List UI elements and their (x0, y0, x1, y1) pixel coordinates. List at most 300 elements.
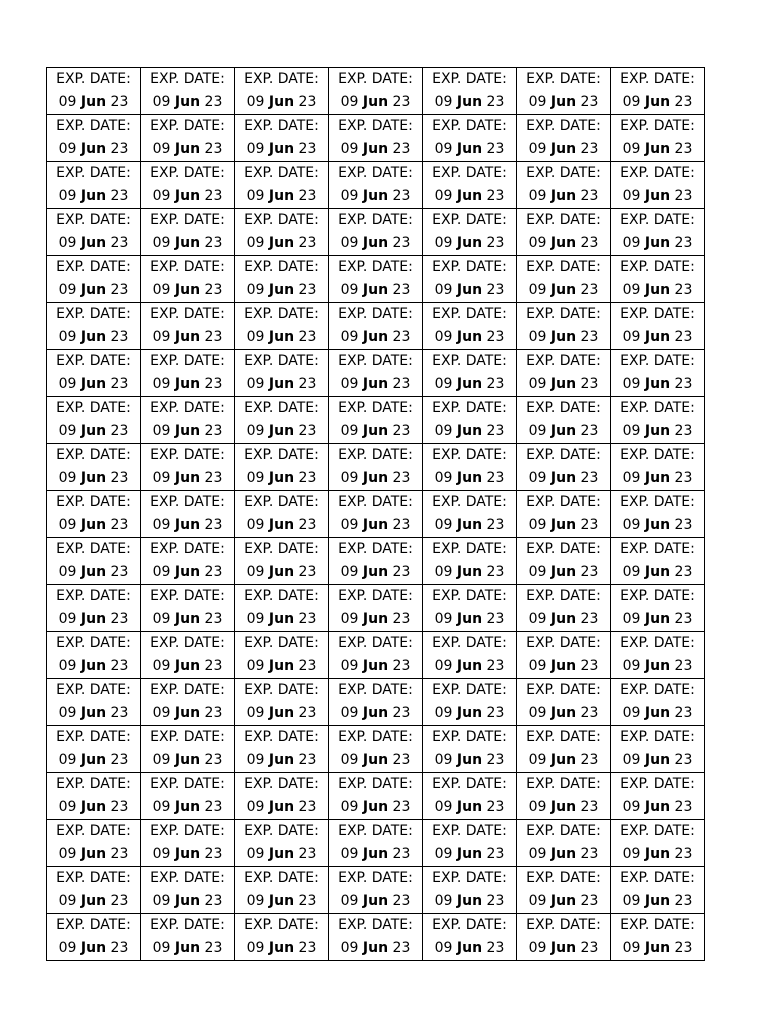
expiry-label (141, 726, 235, 773)
label-date-year: 23 (110, 282, 129, 298)
label-date-day: 09 (246, 94, 265, 110)
label-date-year: 23 (204, 188, 223, 204)
label-date-month: Jun (362, 846, 389, 862)
label-date-month: Jun (456, 376, 483, 392)
expiry-label (47, 491, 141, 538)
expiry-label (141, 632, 235, 679)
label-date (141, 796, 234, 819)
label-date-year: 23 (486, 141, 505, 157)
label-date-day: 09 (152, 846, 171, 862)
label-date-day: 09 (622, 235, 641, 251)
label-date-day: 09 (152, 188, 171, 204)
label-date (47, 749, 140, 772)
expiry-label (517, 303, 611, 350)
label-date (517, 232, 610, 255)
label-date-month: Jun (456, 611, 483, 627)
label-date (517, 514, 610, 537)
label-date (141, 138, 234, 161)
label-heading: EXP. DATE: (620, 212, 695, 228)
label-date (423, 749, 516, 772)
label-date-day: 09 (340, 470, 359, 486)
label-date-year: 23 (298, 799, 317, 815)
label-date (235, 279, 328, 302)
label-date (329, 514, 422, 537)
label-date-day: 09 (246, 282, 265, 298)
label-date (517, 561, 610, 584)
label-date-year: 23 (674, 141, 693, 157)
label-date-year: 23 (392, 940, 411, 956)
label-date-year: 23 (392, 94, 411, 110)
expiry-label (235, 867, 329, 914)
label-date-month: Jun (456, 940, 483, 956)
expiry-label (423, 585, 517, 632)
label-date (235, 702, 328, 725)
label-heading: EXP. DATE: (432, 400, 507, 416)
label-heading: EXP. DATE: (56, 917, 131, 933)
label-date (611, 937, 704, 960)
label-heading: EXP. DATE: (338, 541, 413, 557)
label-date-day: 09 (246, 564, 265, 580)
label-date (235, 608, 328, 631)
label-date-day: 09 (340, 188, 359, 204)
label-heading: EXP. DATE: (244, 212, 319, 228)
label-date (329, 185, 422, 208)
expiry-label (141, 867, 235, 914)
label-date-day: 09 (622, 940, 641, 956)
label-date (423, 937, 516, 960)
label-date-year: 23 (110, 94, 129, 110)
label-heading: EXP. DATE: (526, 494, 601, 510)
label-heading: EXP. DATE: (338, 776, 413, 792)
label-date-year: 23 (298, 141, 317, 157)
label-date-year: 23 (486, 376, 505, 392)
label-heading: EXP. DATE: (150, 870, 225, 886)
expiry-label (235, 820, 329, 867)
label-date (47, 373, 140, 396)
label-date-year: 23 (392, 235, 411, 251)
label-date-year: 23 (580, 188, 599, 204)
label-date-month: Jun (456, 893, 483, 909)
label-date (423, 514, 516, 537)
label-date-year: 23 (580, 799, 599, 815)
label-date-day: 09 (152, 799, 171, 815)
expiry-label (423, 773, 517, 820)
expiry-label (47, 585, 141, 632)
label-date-day: 09 (434, 611, 453, 627)
label-date (517, 326, 610, 349)
label-date-year: 23 (580, 141, 599, 157)
label-date-day: 09 (434, 235, 453, 251)
label-date-month: Jun (644, 940, 671, 956)
label-date-month: Jun (80, 94, 107, 110)
expiry-label (47, 397, 141, 444)
label-date (423, 279, 516, 302)
label-heading: EXP. DATE: (338, 118, 413, 134)
label-heading: EXP. DATE: (432, 776, 507, 792)
label-date-month: Jun (550, 893, 577, 909)
label-date-day: 09 (528, 188, 547, 204)
label-date-day: 09 (58, 517, 77, 533)
label-date-month: Jun (644, 799, 671, 815)
label-date-month: Jun (174, 752, 201, 768)
label-date (235, 514, 328, 537)
label-heading: EXP. DATE: (338, 917, 413, 933)
label-date-month: Jun (80, 658, 107, 674)
label-row (47, 491, 705, 538)
label-date (423, 373, 516, 396)
label-date-month: Jun (550, 705, 577, 721)
label-date (235, 467, 328, 490)
label-row (47, 397, 705, 444)
label-date (235, 796, 328, 819)
expiry-label (611, 303, 705, 350)
expiry-label (235, 303, 329, 350)
label-date (235, 749, 328, 772)
label-heading: EXP. DATE: (244, 729, 319, 745)
label-date-year: 23 (674, 705, 693, 721)
label-date-month: Jun (550, 376, 577, 392)
label-date (423, 796, 516, 819)
label-heading: EXP. DATE: (338, 259, 413, 275)
label-date (517, 890, 610, 913)
label-row (47, 867, 705, 914)
expiry-label (141, 914, 235, 961)
label-date (141, 749, 234, 772)
label-date (329, 937, 422, 960)
label-date-day: 09 (152, 893, 171, 909)
expiry-label (611, 914, 705, 961)
label-date (611, 890, 704, 913)
label-date-month: Jun (644, 611, 671, 627)
expiry-label (235, 350, 329, 397)
label-date (47, 937, 140, 960)
label-heading: EXP. DATE: (56, 306, 131, 322)
label-heading: EXP. DATE: (338, 400, 413, 416)
label-date-day: 09 (58, 470, 77, 486)
label-date-day: 09 (340, 282, 359, 298)
label-date (47, 420, 140, 443)
label-heading: EXP. DATE: (620, 541, 695, 557)
label-date-month: Jun (268, 752, 295, 768)
label-date (517, 185, 610, 208)
expiry-label (329, 773, 423, 820)
label-date-month: Jun (362, 282, 389, 298)
label-date-month: Jun (174, 658, 201, 674)
expiry-label (47, 68, 141, 115)
label-date-day: 09 (434, 188, 453, 204)
expiry-label (47, 679, 141, 726)
label-date-month: Jun (268, 517, 295, 533)
label-date-month: Jun (456, 517, 483, 533)
label-date-month: Jun (550, 470, 577, 486)
label-row (47, 914, 705, 961)
label-date-year: 23 (392, 282, 411, 298)
label-date-month: Jun (362, 658, 389, 674)
label-date-month: Jun (268, 423, 295, 439)
label-date-year: 23 (674, 517, 693, 533)
label-grid-body (47, 68, 705, 961)
label-date-year: 23 (110, 752, 129, 768)
label-heading: EXP. DATE: (56, 588, 131, 604)
label-date-day: 09 (246, 376, 265, 392)
label-date (423, 702, 516, 725)
label-date-month: Jun (268, 329, 295, 345)
label-date (329, 326, 422, 349)
label-date-year: 23 (204, 141, 223, 157)
label-date (517, 843, 610, 866)
expiry-label (423, 256, 517, 303)
label-date-year: 23 (110, 376, 129, 392)
label-date-year: 23 (486, 188, 505, 204)
expiry-label (47, 256, 141, 303)
label-date-month: Jun (362, 799, 389, 815)
label-date (47, 561, 140, 584)
label-date-month: Jun (362, 141, 389, 157)
label-date-day: 09 (434, 470, 453, 486)
label-date-day: 09 (340, 611, 359, 627)
label-date-day: 09 (58, 423, 77, 439)
label-date-day: 09 (528, 423, 547, 439)
label-date-month: Jun (456, 658, 483, 674)
label-date-day: 09 (622, 423, 641, 439)
label-heading: EXP. DATE: (338, 494, 413, 510)
label-heading: EXP. DATE: (56, 729, 131, 745)
expiry-label (611, 820, 705, 867)
label-date (329, 749, 422, 772)
label-heading: EXP. DATE: (432, 917, 507, 933)
label-date-day: 09 (434, 705, 453, 721)
label-date (611, 702, 704, 725)
label-date-day: 09 (246, 611, 265, 627)
label-date-day: 09 (434, 846, 453, 862)
label-date-day: 09 (622, 705, 641, 721)
label-date (611, 843, 704, 866)
label-date-month: Jun (644, 752, 671, 768)
label-heading: EXP. DATE: (56, 447, 131, 463)
label-heading: EXP. DATE: (432, 541, 507, 557)
expiry-label (141, 115, 235, 162)
label-date-year: 23 (298, 94, 317, 110)
label-date-year: 23 (110, 188, 129, 204)
label-date-month: Jun (644, 470, 671, 486)
label-heading: EXP. DATE: (338, 729, 413, 745)
expiry-label (47, 350, 141, 397)
label-heading: EXP. DATE: (150, 400, 225, 416)
label-heading: EXP. DATE: (244, 682, 319, 698)
label-date-year: 23 (392, 188, 411, 204)
label-date-year: 23 (392, 752, 411, 768)
label-date (329, 702, 422, 725)
label-date-year: 23 (110, 940, 129, 956)
expiry-label (611, 867, 705, 914)
label-heading: EXP. DATE: (150, 118, 225, 134)
label-date-day: 09 (58, 752, 77, 768)
expiry-label (235, 397, 329, 444)
label-heading: EXP. DATE: (56, 682, 131, 698)
label-date-day: 09 (246, 940, 265, 956)
label-row (47, 256, 705, 303)
expiry-label (235, 162, 329, 209)
label-date (47, 232, 140, 255)
label-date (329, 843, 422, 866)
label-date-month: Jun (268, 799, 295, 815)
label-date (611, 232, 704, 255)
expiry-label (423, 303, 517, 350)
label-date-month: Jun (80, 846, 107, 862)
label-date (235, 561, 328, 584)
label-date-month: Jun (362, 470, 389, 486)
label-heading: EXP. DATE: (526, 870, 601, 886)
label-heading: EXP. DATE: (338, 588, 413, 604)
expiry-label (141, 397, 235, 444)
label-date-month: Jun (362, 893, 389, 909)
label-date-day: 09 (340, 893, 359, 909)
label-date (141, 937, 234, 960)
label-date-year: 23 (580, 329, 599, 345)
label-date-year: 23 (110, 423, 129, 439)
label-heading: EXP. DATE: (244, 870, 319, 886)
label-date-year: 23 (298, 705, 317, 721)
label-date-day: 09 (152, 705, 171, 721)
label-date-month: Jun (268, 94, 295, 110)
label-date-year: 23 (392, 470, 411, 486)
label-heading: EXP. DATE: (432, 447, 507, 463)
label-date (47, 843, 140, 866)
label-date-year: 23 (298, 329, 317, 345)
label-date (611, 796, 704, 819)
label-date (517, 373, 610, 396)
label-date-day: 09 (528, 658, 547, 674)
expiry-label (611, 115, 705, 162)
label-row (47, 726, 705, 773)
label-date-month: Jun (174, 517, 201, 533)
label-heading: EXP. DATE: (620, 635, 695, 651)
label-heading: EXP. DATE: (56, 776, 131, 792)
label-date-day: 09 (528, 893, 547, 909)
label-date-year: 23 (392, 329, 411, 345)
label-date (235, 890, 328, 913)
expiry-label (611, 444, 705, 491)
label-date-month: Jun (80, 188, 107, 204)
label-date (141, 561, 234, 584)
label-date-day: 09 (434, 423, 453, 439)
label-date-day: 09 (58, 846, 77, 862)
label-date (517, 608, 610, 631)
expiry-label (611, 68, 705, 115)
label-date-year: 23 (580, 893, 599, 909)
label-date (235, 655, 328, 678)
label-date-day: 09 (434, 658, 453, 674)
label-date-day: 09 (152, 376, 171, 392)
label-date-day: 09 (434, 282, 453, 298)
label-date-day: 09 (528, 846, 547, 862)
label-heading: EXP. DATE: (526, 682, 601, 698)
expiry-label (423, 679, 517, 726)
label-date-day: 09 (246, 423, 265, 439)
label-date-day: 09 (434, 376, 453, 392)
label-date-day: 09 (340, 705, 359, 721)
label-date-day: 09 (622, 329, 641, 345)
label-date-day: 09 (528, 517, 547, 533)
label-date-month: Jun (174, 282, 201, 298)
label-heading: EXP. DATE: (56, 118, 131, 134)
label-date-day: 09 (528, 752, 547, 768)
label-date-month: Jun (174, 846, 201, 862)
label-date-month: Jun (268, 940, 295, 956)
label-date-day: 09 (434, 141, 453, 157)
expiry-label (423, 491, 517, 538)
label-heading: EXP. DATE: (244, 400, 319, 416)
expiry-label (329, 350, 423, 397)
label-date (423, 890, 516, 913)
label-date-month: Jun (362, 752, 389, 768)
label-date (423, 138, 516, 161)
label-heading: EXP. DATE: (56, 541, 131, 557)
label-date-month: Jun (550, 188, 577, 204)
label-heading: EXP. DATE: (338, 447, 413, 463)
label-date (235, 185, 328, 208)
label-date (141, 232, 234, 255)
label-date-month: Jun (174, 611, 201, 627)
label-date-year: 23 (674, 658, 693, 674)
label-date-year: 23 (298, 376, 317, 392)
label-date (423, 232, 516, 255)
label-date-day: 09 (152, 564, 171, 580)
label-heading: EXP. DATE: (150, 729, 225, 745)
label-heading: EXP. DATE: (150, 212, 225, 228)
label-heading: EXP. DATE: (150, 306, 225, 322)
label-date (611, 91, 704, 114)
label-date-year: 23 (486, 329, 505, 345)
label-date-year: 23 (674, 893, 693, 909)
label-date-year: 23 (392, 423, 411, 439)
label-date (235, 91, 328, 114)
expiry-label (517, 162, 611, 209)
label-date (517, 467, 610, 490)
expiry-label (235, 115, 329, 162)
expiry-label (47, 538, 141, 585)
label-row (47, 444, 705, 491)
expiry-label (47, 914, 141, 961)
label-date (141, 843, 234, 866)
label-heading: EXP. DATE: (56, 823, 131, 839)
label-date (611, 749, 704, 772)
label-date (611, 608, 704, 631)
label-date-month: Jun (456, 329, 483, 345)
label-date (517, 749, 610, 772)
label-heading: EXP. DATE: (56, 400, 131, 416)
label-date-year: 23 (298, 282, 317, 298)
expiry-label (47, 209, 141, 256)
label-date-day: 09 (246, 846, 265, 862)
label-date-day: 09 (434, 940, 453, 956)
label-heading: EXP. DATE: (526, 306, 601, 322)
label-date-day: 09 (58, 705, 77, 721)
label-date-day: 09 (528, 376, 547, 392)
label-date (423, 420, 516, 443)
expiry-label (141, 209, 235, 256)
label-date (47, 796, 140, 819)
expiry-label (611, 585, 705, 632)
label-date-year: 23 (580, 564, 599, 580)
label-date (517, 91, 610, 114)
label-date (141, 608, 234, 631)
label-date-year: 23 (674, 235, 693, 251)
label-heading: EXP. DATE: (150, 353, 225, 369)
label-heading: EXP. DATE: (432, 682, 507, 698)
expiry-label (517, 397, 611, 444)
label-heading: EXP. DATE: (56, 212, 131, 228)
